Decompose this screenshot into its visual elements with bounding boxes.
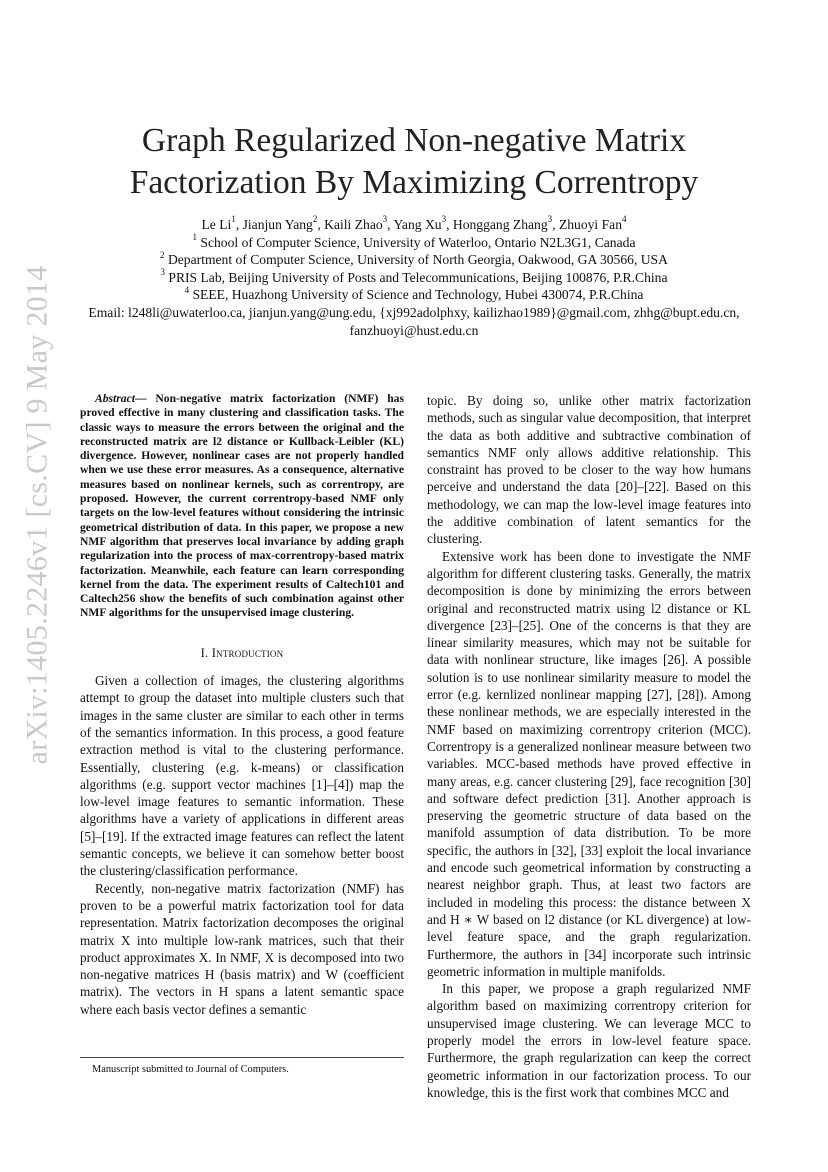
affiliation-2 (0, 251, 828, 269)
author-name: Yang Xu (393, 217, 442, 232)
body-paragraph: In this paper, we propose a graph regularized NMF algorithm based on maximizing correntropy criterion for unsupervised image clustering. We can leverage MCC to properly model the errors in low-level feature space. Furthermore, the graph regularization can keep the correct geometric information in our factorization process. To our knowledge, this is the first work that combines MCC and (427, 981, 751, 1100)
right-column (427, 392, 751, 1101)
arxiv-identifier: arXiv:1405.2246v1 [cs.CV] 9 May 2014 (21, 265, 55, 765)
footnote (80, 1063, 404, 1076)
author-line: Le Li$^1$, Jianjun Yang$^2$, Kaili Zhao$^3$, Yang Xu$^3$, Honggang Zhang$^3$, Zhuoyi Fan$^4$ (201, 214, 627, 232)
author-name: Le Li (201, 217, 232, 232)
arxiv-identifier-stamp (8, 265, 68, 765)
body-paragraph: topic. By doing so, unlike other matrix factorization methods, such as singular value decomposition, that interpret the data as both additive and subtractive combination of semantics NMF only allows additive relationship. This constraint has proved to be closer to the way how humans perceive and understand the data [20]–[22]. Based on this methodology, we can map the low-level image features into the additive combination of latent semantics for the clustering. (427, 393, 751, 547)
author-affil-mark: 4 (622, 214, 627, 225)
left-column (80, 392, 404, 1018)
author-name: Kaili Zhao (324, 217, 383, 232)
affiliation-mark: 3 (160, 267, 165, 278)
body-paragraph: Recently, non-negative matrix factorization (NMF) has proven to be a powerful matrix factorization tool for data representation. Matrix factorization decomposes the original matrix X into multiple low-rank matrices, such that their product approximates X. In NMF, X is decomposed into two non-negative matrices H (basis matrix) and W (coefficient matrix). The vectors in H spans a latent semantic space where each basis vector defines a semantic (80, 880, 404, 1017)
author-affil-mark: 3 (547, 214, 553, 225)
author-name: Jianjun Yang (242, 217, 313, 232)
author-affil-mark: 2 (312, 214, 318, 225)
author-block (0, 216, 828, 339)
affiliation-mark: 1 (192, 232, 197, 243)
author-affil-mark: 3 (441, 214, 447, 225)
email-line-1: Email: l248li@uwaterloo.ca, jianjun.yang@ung.edu, {xj992adolphxy, kailizhao1989}@gmail.com, zhhg@bupt.edu.cn, (88, 304, 740, 320)
author-affil-mark: 3 (382, 214, 388, 225)
abstract-text: — Non-negative matrix factorization (NMF) has proved effective in many clustering and classification tasks. The classic ways to measure the errors between the original and the reconstructed matrix are l2 distance or Kullback-Leibler (KL) divergence. However, nonlinear cases are not properly handled when we use these error measures. As a consequence, alternative measures based on nonlinear kernels, such as correntropy, are proposed. However, the current correntropy-based NMF only targets on the low-level features without considering the intrinsic geometrical distribution of data. In this paper, we propose a new NMF algorithm that preserves local invariance by adding graph regularization into the process of max-correntropy-based matrix factorization. Meanwhile, each feature can learn corresponding kernel from the data. The experiment results of Caltech101 and Caltech256 show the benefits of such combination against other NMF algorithms for the unsupervised image clustering. (80, 392, 404, 620)
footnote-text: Manuscript submitted to Journal of Computers. (92, 1064, 289, 1075)
affiliation-text: Department of Computer Science, University of North Georgia, Oakwood, GA 30566, USA (167, 252, 668, 268)
title-line-2: Factorization By Maximizing Correntropy (129, 164, 699, 201)
affiliation-text: PRIS Lab, Beijing University of Posts and Telecommunications, Beijing 100876, P.R.China (168, 269, 668, 285)
affiliation-3 (0, 269, 828, 287)
affiliation-text: School of Computer Science, University of Waterloo, Ontario N2L3G1, Canada (200, 234, 636, 250)
email-line-2: fanzhuoyi@hust.edu.cn (349, 322, 479, 338)
body-paragraph: Given a collection of images, the clustering algorithms attempt to group the dataset into multiple clusters such that images in the same cluster are similar to each other in terms of the semantics information. In this process, a good feature extraction method is vital to the clustering performance. Essentially, clustering (e.g. k-means) or classification algorithms (e.g. support vector machines [1]–[4]) map the low-level image features to semantic information. These algorithms have a variety of applications in different areas [5]–[19]. If the extracted image features can reflect the latent semantic concepts, we believe it can somehow better boost the clustering/classification performance. (80, 673, 404, 879)
affiliation-mark: 2 (160, 249, 165, 260)
affiliation-4 (0, 286, 828, 304)
author-name: Honggang Zhang (452, 217, 548, 232)
author-affil-mark: 1 (231, 214, 236, 225)
affiliation-mark: 4 (184, 284, 190, 295)
footnote-rule (80, 1057, 404, 1058)
paper-title (0, 120, 828, 204)
body-paragraph: Extensive work has been done to investigate the NMF algorithm for different clustering tasks. Generally, the matrix decomposition is done by minimizing the errors between original and reconstructed matrix using l2 distance or KL divergence [23]–[25]. One of the concerns is that they are linear similarity measures, which may not be suitable for data with nonlinear structure, like images [26]. A possible solution is to use nonlinear similarity measure to model the error (e.g. kernlized nonlinear mapping [27], [28]). Among these nonlinear methods, we are especially interested in the NMF based on maximizing correntropy criterion (MCC). Correntropy is a generalized nonlinear measure between two variables. MCC-based methods have proved effective in many areas, e.g. cancer clustering [29], face recognition [30] and software defect prediction [31]. Another approach is preserving the geometric structure of data based on the manifold assumption of data distribution. To be more specific, the authors in [32], [33] exploit the local invariance and encode such geometrical information by constructing a nearest neighbor graph. Thus, at least two factors are included in modeling this process: the distance between X and H ∗ W based on l2 distance (or KL divergence) at low-level feature space, and the graph regularization. Furthermore, the authors in [34] incorporate such intrinsic geometric information in multiple manifolds. (427, 548, 751, 979)
affiliation-text: SEEE, Huazhong University of Science and Technology, Hubei 430074, P.R.China (192, 287, 644, 303)
abstract-lead: Abstract (95, 392, 135, 405)
title-line-1: Graph Regularized Non-negative Matrix (141, 122, 687, 159)
section-heading-introduction: I. Introduction (200, 645, 284, 660)
abstract (80, 392, 404, 621)
affiliation-1 (0, 234, 828, 252)
author-name: Zhuoyi Fan (558, 217, 622, 232)
